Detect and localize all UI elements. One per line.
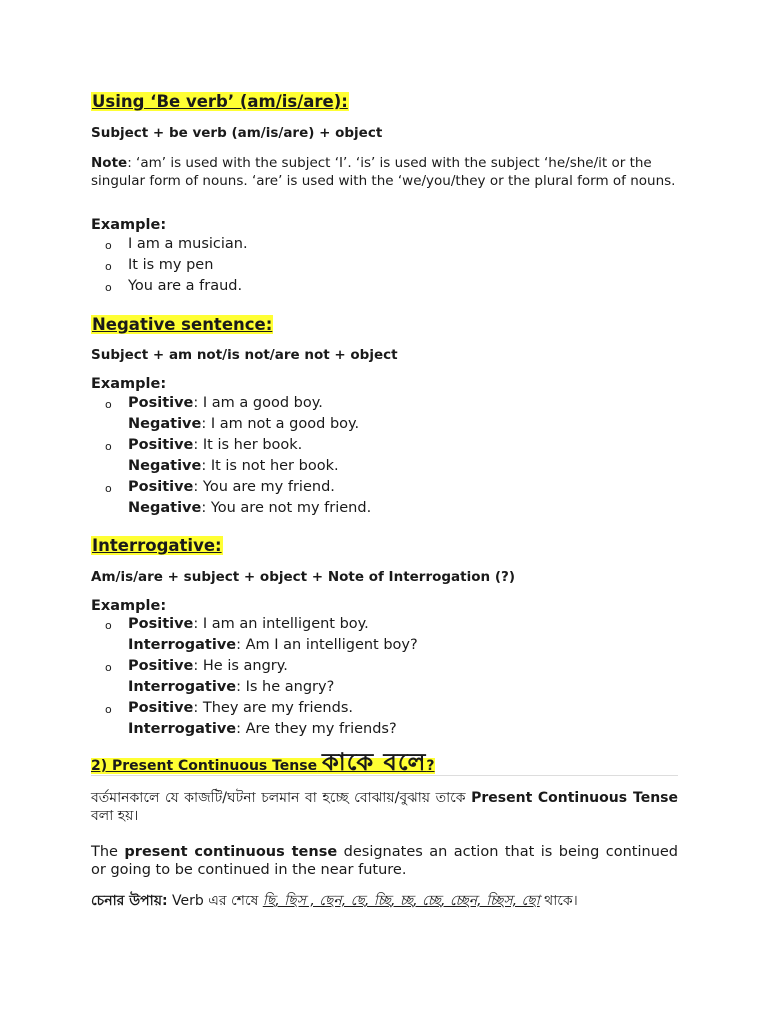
bullet-icon: o bbox=[105, 260, 112, 273]
example-label: Example: bbox=[91, 376, 167, 392]
bullet-icon: o bbox=[105, 703, 112, 716]
english-definition: The present continuous tense designates an action that is being continued or going to be continued in the near future. bbox=[91, 844, 679, 878]
note-paragraph: Note: ‘am’ is used with the subject ‘I’. ‘is’ is used with the subject ‘he/she/it or the singular form of nouns. ‘are’ is used with the ‘we/you/they or the plural form of nouns. bbox=[91, 155, 676, 189]
section-heading-be-verb: Using ‘Be verb’ (am/is/are): bbox=[92, 92, 348, 111]
example-list-be-verb bbox=[91, 234, 678, 297]
bullet-icon: o bbox=[105, 661, 112, 674]
list-item: o Positive: You are my friend. Negative: You are not my friend. bbox=[105, 479, 372, 516]
formula-be-verb: Subject + be verb (am/is/are) + object bbox=[91, 125, 383, 141]
list-item: o I am a musician. bbox=[91, 234, 678, 255]
formula-negative: Subject + am not/is not/are not + object bbox=[91, 347, 398, 363]
section-heading-negative: Negative sentence: bbox=[92, 315, 273, 334]
section-heading-present-continuous: 2) Present Continuous Tense কাকে বলে? bbox=[91, 748, 435, 776]
identification-rule: চেনার উপায়: Verb এর শেষে ছি, ছিস , ছেন, ছে, চ্ছি, চ্ছ, চ্ছে, চ্ছেন, চ্ছিস, ছো থাকে। bbox=[91, 893, 578, 909]
bullet-icon: o bbox=[105, 239, 112, 252]
formula-interrogative: Am/is/are + subject + object + Note of Interrogation (?) bbox=[91, 569, 515, 585]
bengali-definition: বর্তমানকালে যে কাজটি/ঘটনা চলমান বা হচ্ছে বোঝায়/বুঝায় তাকে Present Continuous Tense বলা হয়। bbox=[91, 790, 679, 824]
section-heading-interrogative: Interrogative: bbox=[92, 536, 222, 555]
bullet-icon: o bbox=[105, 398, 112, 411]
list-item: o Positive: I am an intelligent boy. Interrogative: Am I an intelligent boy? bbox=[105, 616, 418, 653]
bullet-icon: o bbox=[105, 619, 112, 632]
bullet-icon: o bbox=[105, 482, 112, 495]
divider bbox=[91, 775, 678, 776]
bullet-icon: o bbox=[105, 281, 112, 294]
example-label: Example: bbox=[91, 598, 167, 614]
list-item: o You are a fraud. bbox=[91, 276, 678, 297]
example-list-interrogative bbox=[91, 614, 678, 740]
list-item: o It is my pen bbox=[91, 255, 678, 276]
list-item: o Positive: He is angry. Interrogative: Is he angry? bbox=[105, 658, 335, 695]
bullet-icon: o bbox=[105, 440, 112, 453]
example-label: Example: bbox=[91, 217, 167, 233]
list-item: o Positive: It is her book. Negative: It is not her book. bbox=[105, 437, 339, 474]
example-list-negative bbox=[91, 393, 678, 519]
list-item: o Positive: I am a good boy. Negative: I am not a good boy. bbox=[105, 395, 360, 432]
list-item: o Positive: They are my friends. Interrogative: Are they my friends? bbox=[105, 700, 397, 737]
